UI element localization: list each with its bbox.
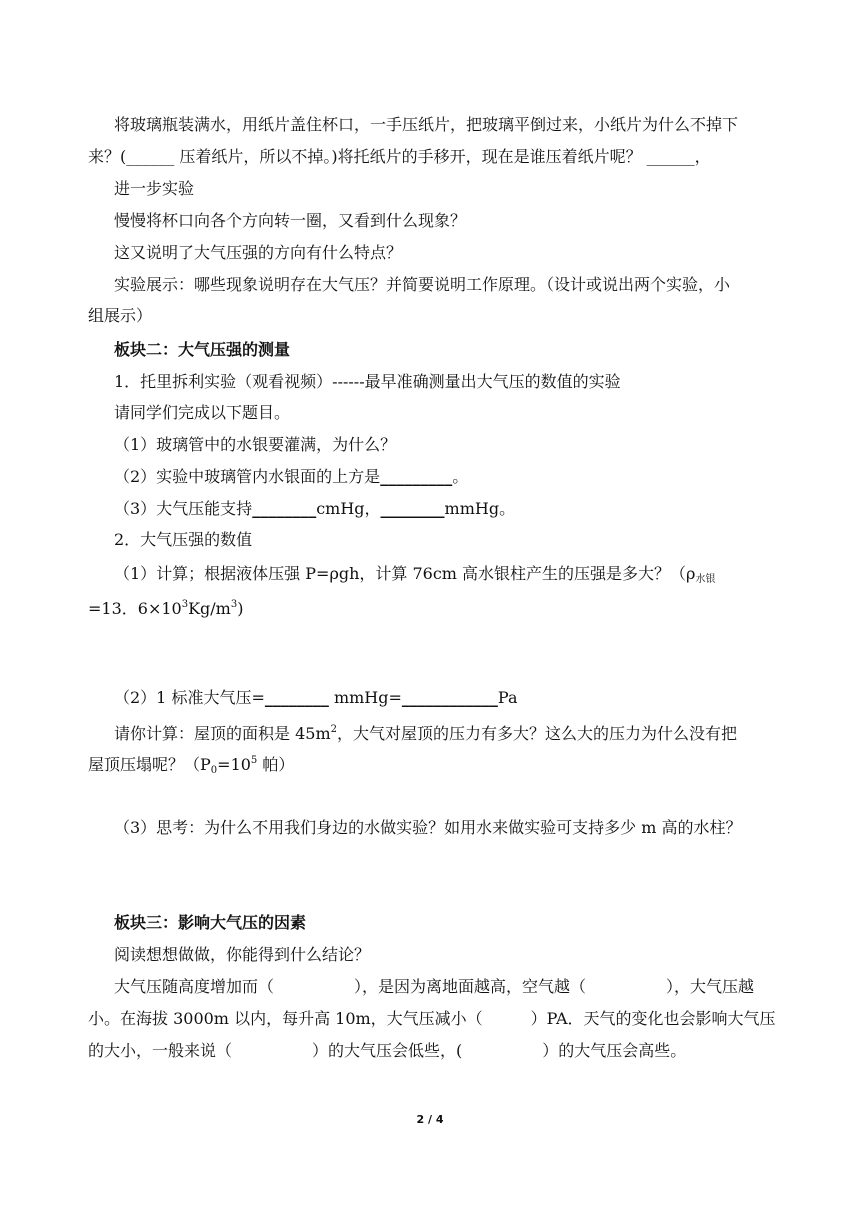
section3-title: 板块三：影响大气压的因素 xyxy=(114,913,307,932)
p0-subscript: 0 xyxy=(210,765,218,776)
roof-question-rest: ，大气对屋顶的压力有多大？这么大的压力为什么没有把 xyxy=(337,724,738,743)
question-3-unit-cm: cmHg， xyxy=(316,499,381,518)
factors-paragraph-line2: 小。在海拔 3000m 以内，每升高 10m，大气压减小（ ）PA．天气的变化也会影响大气压 xyxy=(88,1009,776,1028)
pressure-direction-question: 这又说明了大气压强的方向有什么特点？ xyxy=(114,243,403,262)
density-close: ) xyxy=(237,599,244,618)
rho-subscript: 水银 xyxy=(695,574,716,585)
p0-unit: 帕） xyxy=(257,755,295,774)
standard-atm-unit-pa: Pa xyxy=(497,688,518,707)
p0-value: =10 xyxy=(217,755,251,774)
question-2-end: 。 xyxy=(452,467,469,486)
standard-atmosphere-line xyxy=(114,685,517,711)
factors-paragraph-line1: 大气压随高度增加而（ ），是因为离地面越高，空气越（ ），大气压越 xyxy=(114,977,755,996)
think-question: （3）思考：为什么不用我们身边的水做实验？如用水来做实验可支持多少 m 高的水柱？ xyxy=(114,818,742,837)
experiment-demo-line2: 组展示） xyxy=(88,306,153,325)
page-number: 2 / 4 xyxy=(416,1113,444,1126)
question-3-unit-mm: mmHg。 xyxy=(444,499,516,518)
question-3-blank-mm: ________ xyxy=(380,499,445,518)
standard-atm-unit-mmhg: mmHg= xyxy=(328,688,402,707)
question-2-text: （2）实验中玻璃管内水银面的上方是 xyxy=(114,467,381,486)
calc-question-line2 xyxy=(88,592,788,622)
p0-exponent: 5 xyxy=(250,755,258,766)
experiment-demo-line1: 实验展示：哪些现象说明存在大气压？并简要说明工作原理。（设计或说出两个实验，小 xyxy=(114,275,731,294)
section2-title: 板块二：大气压强的测量 xyxy=(114,340,291,359)
read-and-think: 阅读想想做做，你能得到什么结论？ xyxy=(114,945,371,964)
roof-question-text-2: 屋顶压塌呢？（P xyxy=(88,755,211,774)
request-line: 请同学们完成以下题目。 xyxy=(114,403,291,422)
paragraph-cup-experiment-line2: 来？(______ 压着纸片，所以不掉。)将托纸片的手移开，现在是谁压着纸片呢？ ______， xyxy=(88,147,711,166)
paragraph-cup-experiment-line1: 将玻璃瓶装满水，用纸片盖住杯口，一手压纸片，把玻璃平倒过来，小纸片为什么不掉下 xyxy=(114,115,739,134)
density-unit: Kg/m xyxy=(188,599,231,618)
standard-atm-text: （2）1 标准大气压= xyxy=(114,688,265,707)
density-value: =13．6×10 xyxy=(88,599,182,618)
standard-atm-blank-mmhg: ________ xyxy=(264,688,329,707)
further-experiment-heading: 进一步实验 xyxy=(114,179,195,198)
roof-question-text: 请你计算：屋顶的面积是 45m xyxy=(114,724,331,743)
standard-atm-blank-pa: ____________ xyxy=(401,688,498,707)
calc-question-text: （1）计算；根据液体压强 P=ρgh，计算 76cm 高水银柱产生的压强是多大？（ρ xyxy=(114,564,696,583)
density-exponent: 3 xyxy=(181,599,189,610)
roof-question-line1 xyxy=(114,717,737,747)
calc-question-line1 xyxy=(114,561,715,593)
area-exponent: 2 xyxy=(330,724,337,735)
rotate-cup-question: 慢慢将杯口向各个方向转一圈，又看到什么现象？ xyxy=(114,211,467,230)
roof-question-line2 xyxy=(88,748,788,784)
density-unit-exponent: 3 xyxy=(230,599,238,610)
question-3-blank-cm: ________ xyxy=(252,499,317,518)
torricelli-item: 1．托里拆利实验（观看视频）------最早准确测量出大气压的数值的实验 xyxy=(114,372,621,391)
pressure-value-item: 2．大气压强的数值 xyxy=(114,530,253,549)
factors-paragraph-line3: 的大小，一般来说（ ）的大气压会低些，( ）的大气压会高些。 xyxy=(88,1041,687,1060)
question-3 xyxy=(114,496,515,522)
question-3-text: （3）大气压能支持 xyxy=(114,499,253,518)
question-2-blank: _________ xyxy=(380,467,453,486)
question-2 xyxy=(114,464,468,490)
question-1: （1）玻璃管中的水银要灌满，为什么？ xyxy=(114,435,397,454)
